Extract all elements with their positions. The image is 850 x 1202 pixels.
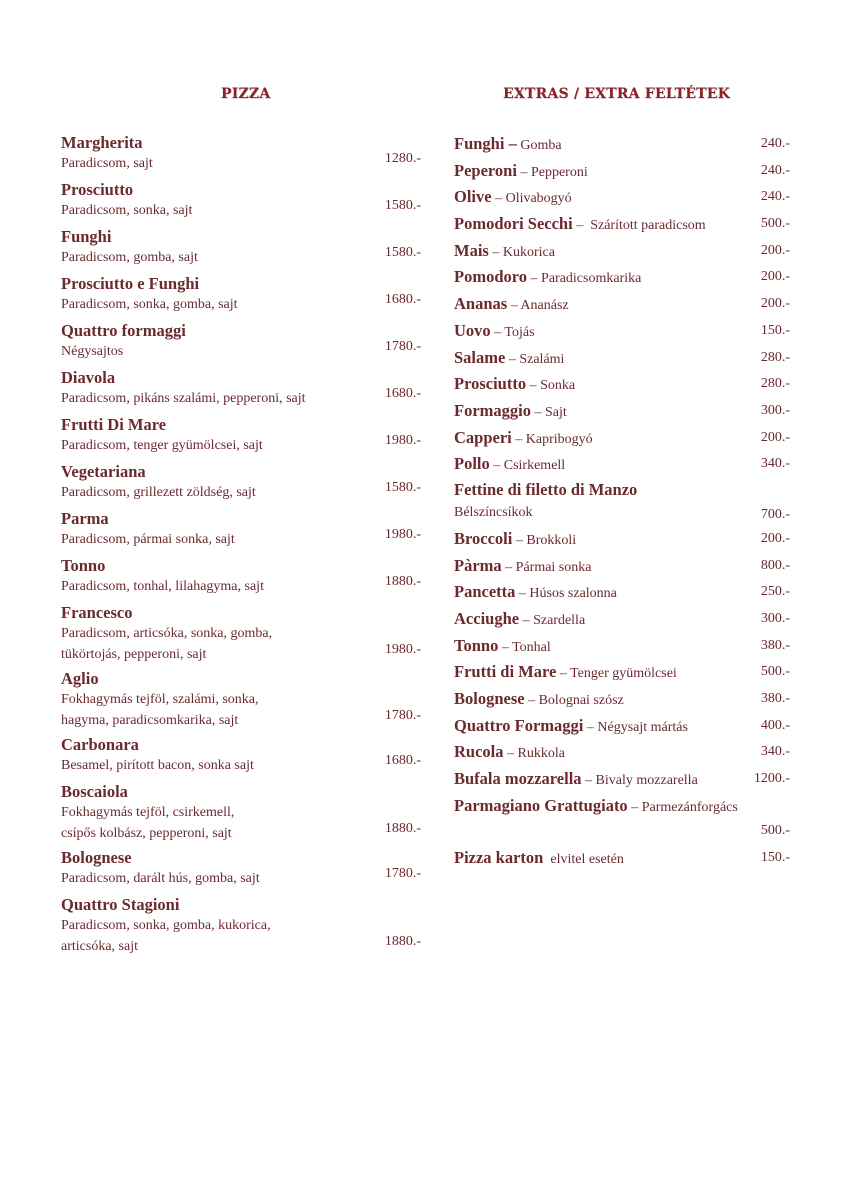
pizza-ingredients <box>61 482 431 503</box>
pizza-list <box>61 132 431 960</box>
extra-translation: elvitel esetén <box>543 851 624 867</box>
extra-translation: – Kukorica <box>488 244 555 260</box>
extra-price: 240.- <box>760 136 790 151</box>
extra-name: Uovo <box>454 320 491 340</box>
extra-price: 1200.- <box>753 771 790 787</box>
pizza-price: 1680.- <box>384 386 421 401</box>
extra-item <box>454 845 790 872</box>
pizza-price: 1280.- <box>384 151 421 166</box>
ingredient-line: Négysajtos <box>61 344 124 359</box>
pizza-price: 1980.- <box>384 642 421 657</box>
pizza-item <box>61 602 431 665</box>
pizza-name: Bolognese <box>61 848 132 867</box>
extra-translation: – Tonhal <box>498 639 551 655</box>
extra-item <box>454 526 790 553</box>
extra-name: Pomodoro <box>454 267 528 287</box>
extra-price: 340.- <box>760 744 790 760</box>
extra-translation: – Szardella <box>519 613 586 628</box>
extra-name: Salame <box>454 347 506 367</box>
ingredient-line: Paradicsom, grillezett zöldség, sajt <box>61 485 256 500</box>
pizza-price: 1780.- <box>384 708 421 723</box>
pizza-item <box>61 781 431 844</box>
extra-item <box>454 318 790 345</box>
pizza-price: 1980.- <box>384 433 421 448</box>
ingredient-line: Fokhagymás tejföl, csirkemell, <box>61 805 235 820</box>
pizza-item <box>61 734 431 776</box>
pizza-price: 1680.- <box>384 753 421 768</box>
extra-item <box>454 264 790 291</box>
extra-translation: – Tenger gyümölcsei <box>556 666 677 682</box>
extra-translation: – Bivaly mozzarella <box>581 773 698 789</box>
ingredient-line: Paradicsom, tenger gyümölcsei, sajt <box>61 438 263 453</box>
extra-price: 280.- <box>760 376 790 392</box>
extra-price: 250.- <box>760 584 790 600</box>
pizza-name: Prosciutto <box>61 180 134 199</box>
pizza-ingredients <box>61 915 431 957</box>
ingredient-line: tükörtojás, pepperoni, sajt <box>61 647 207 662</box>
pizza-ingredients <box>61 153 431 174</box>
ingredient-line: Paradicsom, pikáns szalámi, pepperoni, sajt <box>61 391 306 406</box>
extra-translation: – Pármai sonka <box>501 559 592 575</box>
extra-item <box>454 686 790 713</box>
extra-translation: – Pepperoni <box>516 164 588 180</box>
extras-heading: EXTRAS / EXTRA FELTÉTEK <box>503 86 731 102</box>
extra-price: 150.- <box>760 322 790 338</box>
pizza-name: Frutti Di Mare <box>61 415 167 434</box>
extra-price: 380.- <box>760 637 790 653</box>
extra-name: Formaggio <box>454 400 531 420</box>
extra-item <box>454 579 790 606</box>
extra-item <box>454 371 790 398</box>
extra-item <box>454 398 790 425</box>
extra-translation: – Sonka <box>526 378 576 394</box>
extra-item <box>454 158 790 185</box>
extra-name: Pizza karton <box>454 847 544 867</box>
extra-price: 280.- <box>760 349 790 365</box>
pizza-ingredients <box>61 623 431 665</box>
extra-item <box>454 184 790 211</box>
ingredient-line: csípős kolbász, pepperoni, sajt <box>61 826 232 841</box>
extra-price: 340.- <box>760 456 790 472</box>
pizza-ingredients <box>61 200 431 221</box>
pizza-name: Quattro formaggi <box>61 321 186 340</box>
extra-name: Capperi <box>454 427 512 447</box>
extra-item <box>454 606 790 633</box>
pizza-item <box>61 367 431 409</box>
extra-translation: Bélszíncsíkok <box>454 504 533 520</box>
extra-translation: – Kapribogyó <box>511 431 593 447</box>
extra-name: Pancetta <box>454 582 516 602</box>
extra-translation: – Sajt <box>530 404 567 420</box>
pizza-name: Vegetariana <box>61 462 146 481</box>
pizza-price: 1880.- <box>384 934 421 949</box>
extra-price: 240.- <box>760 162 790 178</box>
extra-name: Pàrma <box>454 555 502 575</box>
extra-translation: – Brokkoli <box>512 532 577 548</box>
extra-item <box>454 478 790 526</box>
extra-item <box>454 659 790 686</box>
pizza-price: 1580.- <box>384 480 421 495</box>
extra-item <box>454 713 790 740</box>
extra-price: 500.- <box>760 664 790 680</box>
pizza-ingredients <box>61 388 431 409</box>
extra-name: Broccoli <box>454 528 513 548</box>
pizza-ingredients <box>61 868 431 889</box>
extra-price: 800.- <box>760 557 790 573</box>
extra-item <box>454 739 790 766</box>
pizza-price: 1880.- <box>384 574 421 589</box>
pizza-price: 1780.- <box>384 339 421 354</box>
extra-name: Tonno <box>454 635 499 655</box>
pizza-name: Prosciutto e Funghi <box>61 274 200 293</box>
extra-item <box>454 451 790 478</box>
extra-item <box>454 633 790 660</box>
pizza-price: 1580.- <box>384 245 421 260</box>
ingredient-line: Paradicsom, sonka, gomba, kukorica, <box>61 918 271 933</box>
pizza-item <box>61 226 431 268</box>
pizza-ingredients <box>61 755 431 776</box>
ingredient-line: Paradicsom, tonhal, lilahagyma, sajt <box>61 579 264 594</box>
pizza-price: 1980.- <box>384 527 421 542</box>
extra-translation: – Húsos szalonna <box>515 586 617 602</box>
extra-translation: – Paradicsomkarika <box>527 271 642 287</box>
pizza-price: 1880.- <box>384 821 421 836</box>
pizza-ingredients <box>61 689 431 731</box>
pizza-item <box>61 179 431 221</box>
pizza-name: Tonno <box>61 556 106 575</box>
extra-name: Bufala mozzarella <box>454 769 582 789</box>
extra-price: 200.- <box>760 269 790 285</box>
extra-translation: – Tojás <box>490 324 535 340</box>
extra-item <box>454 291 790 318</box>
extra-item <box>454 345 790 372</box>
pizza-ingredients <box>61 529 431 550</box>
extra-translation: – Parmezánforgács <box>627 799 738 815</box>
pizza-name: Francesco <box>61 603 133 622</box>
extra-price: 380.- <box>760 691 790 707</box>
pizza-ingredients <box>61 341 431 362</box>
extra-translation: – Rukkola <box>503 746 565 762</box>
pizza-ingredients <box>61 247 431 268</box>
extra-price: 300.- <box>760 402 790 418</box>
pizza-price: 1780.- <box>384 866 421 881</box>
extra-price: 300.- <box>760 611 790 626</box>
pizza-name: Boscaiola <box>61 782 128 801</box>
extra-name: Peperoni <box>454 160 517 180</box>
pizza-ingredients <box>61 802 431 844</box>
pizza-name: Diavola <box>61 368 116 387</box>
pizza-item <box>61 132 431 174</box>
extra-item <box>454 425 790 452</box>
extra-price: 200.- <box>760 296 790 312</box>
extra-item <box>454 553 790 580</box>
extra-name: Acciughe <box>454 609 520 628</box>
pizza-item <box>61 414 431 456</box>
extra-name: Parmagiano Grattugiato <box>454 795 628 815</box>
extra-translation: – Szárított paradicsom <box>572 218 706 234</box>
pizza-item <box>61 320 431 362</box>
extra-translation: – Csirkemell <box>489 458 566 474</box>
pizza-ingredients <box>61 435 431 456</box>
extra-price: 500.- <box>760 216 790 232</box>
pizza-item <box>61 461 431 503</box>
ingredient-line: Besamel, pirított bacon, sonka sajt <box>61 758 254 773</box>
extra-item <box>454 793 790 843</box>
pizza-ingredients <box>61 294 431 315</box>
pizza-name: Margherita <box>61 133 143 152</box>
extra-translation: – Négysajt mártás <box>583 719 688 735</box>
ingredient-line: Paradicsom, articsóka, sonka, gomba, <box>61 626 273 641</box>
extra-item <box>454 766 790 793</box>
extra-name: Fettine di filetto di Manzo <box>454 479 638 499</box>
extra-item <box>454 211 790 238</box>
pizza-item <box>61 508 431 550</box>
extra-translation: – Ananász <box>507 298 569 314</box>
ingredient-line: Paradicsom, sonka, sajt <box>61 203 193 218</box>
extra-name: Mais <box>454 240 489 260</box>
extra-name: Pomodori Secchi <box>454 214 573 234</box>
ingredient-line: Paradicsom, gomba, sajt <box>61 250 198 265</box>
extra-name: Pollo <box>454 454 490 474</box>
extras-list <box>454 131 790 872</box>
pizza-price: 1680.- <box>384 292 421 307</box>
extra-price: 150.- <box>760 849 790 865</box>
pizza-name: Aglio <box>61 669 99 688</box>
ingredient-line: articsóka, sajt <box>61 939 138 954</box>
extra-translation: – Bolognai szósz <box>524 693 624 709</box>
extra-name: Rucola <box>454 742 504 762</box>
extra-price: 700.- <box>760 506 790 522</box>
pizza-item <box>61 894 431 957</box>
extra-price: 200.- <box>760 242 790 258</box>
pizza-name: Quattro Stagioni <box>61 895 180 914</box>
pizza-item <box>61 555 431 597</box>
pizza-ingredients <box>61 576 431 597</box>
extra-translation: – Olivabogyó <box>491 191 572 207</box>
ingredient-line: Paradicsom, sajt <box>61 156 153 171</box>
ingredient-line: Paradicsom, darált hús, gomba, sajt <box>61 871 260 886</box>
extra-name: Ananas <box>454 294 508 314</box>
extra-price: 400.- <box>760 717 790 733</box>
extra-name: Frutti di Mare <box>454 662 557 682</box>
ingredient-line: Paradicsom, sonka, gomba, sajt <box>61 297 238 312</box>
pizza-item <box>61 273 431 315</box>
extra-item <box>454 238 790 265</box>
pizza-name: Funghi <box>61 227 112 246</box>
extra-price: 200.- <box>760 429 790 445</box>
extra-price: 240.- <box>760 189 790 205</box>
ingredient-line: Fokhagymás tejföl, szalámi, sonka, <box>61 692 259 707</box>
extra-name: Quattro Formaggi <box>454 715 584 735</box>
extra-item <box>454 131 790 158</box>
pizza-name: Carbonara <box>61 735 139 754</box>
extra-name: Funghi – <box>454 134 517 153</box>
pizza-item <box>61 847 431 889</box>
ingredient-line: Paradicsom, pármai sonka, sajt <box>61 532 235 547</box>
extra-translation: – Szalámi <box>505 351 565 367</box>
extra-name: Prosciutto <box>454 374 527 394</box>
extra-price: 200.- <box>760 530 790 546</box>
extra-price: 500.- <box>760 822 790 838</box>
pizza-name: Parma <box>61 509 109 528</box>
pizza-item <box>61 668 431 731</box>
extra-name: Bolognese <box>454 689 525 709</box>
extra-name: Olive <box>454 187 492 207</box>
pizza-heading: PIZZA <box>221 86 271 102</box>
ingredient-line: hagyma, paradicsomkarika, sajt <box>61 713 239 728</box>
pizza-price: 1580.- <box>384 198 421 213</box>
extra-translation: Gomba <box>516 138 562 153</box>
